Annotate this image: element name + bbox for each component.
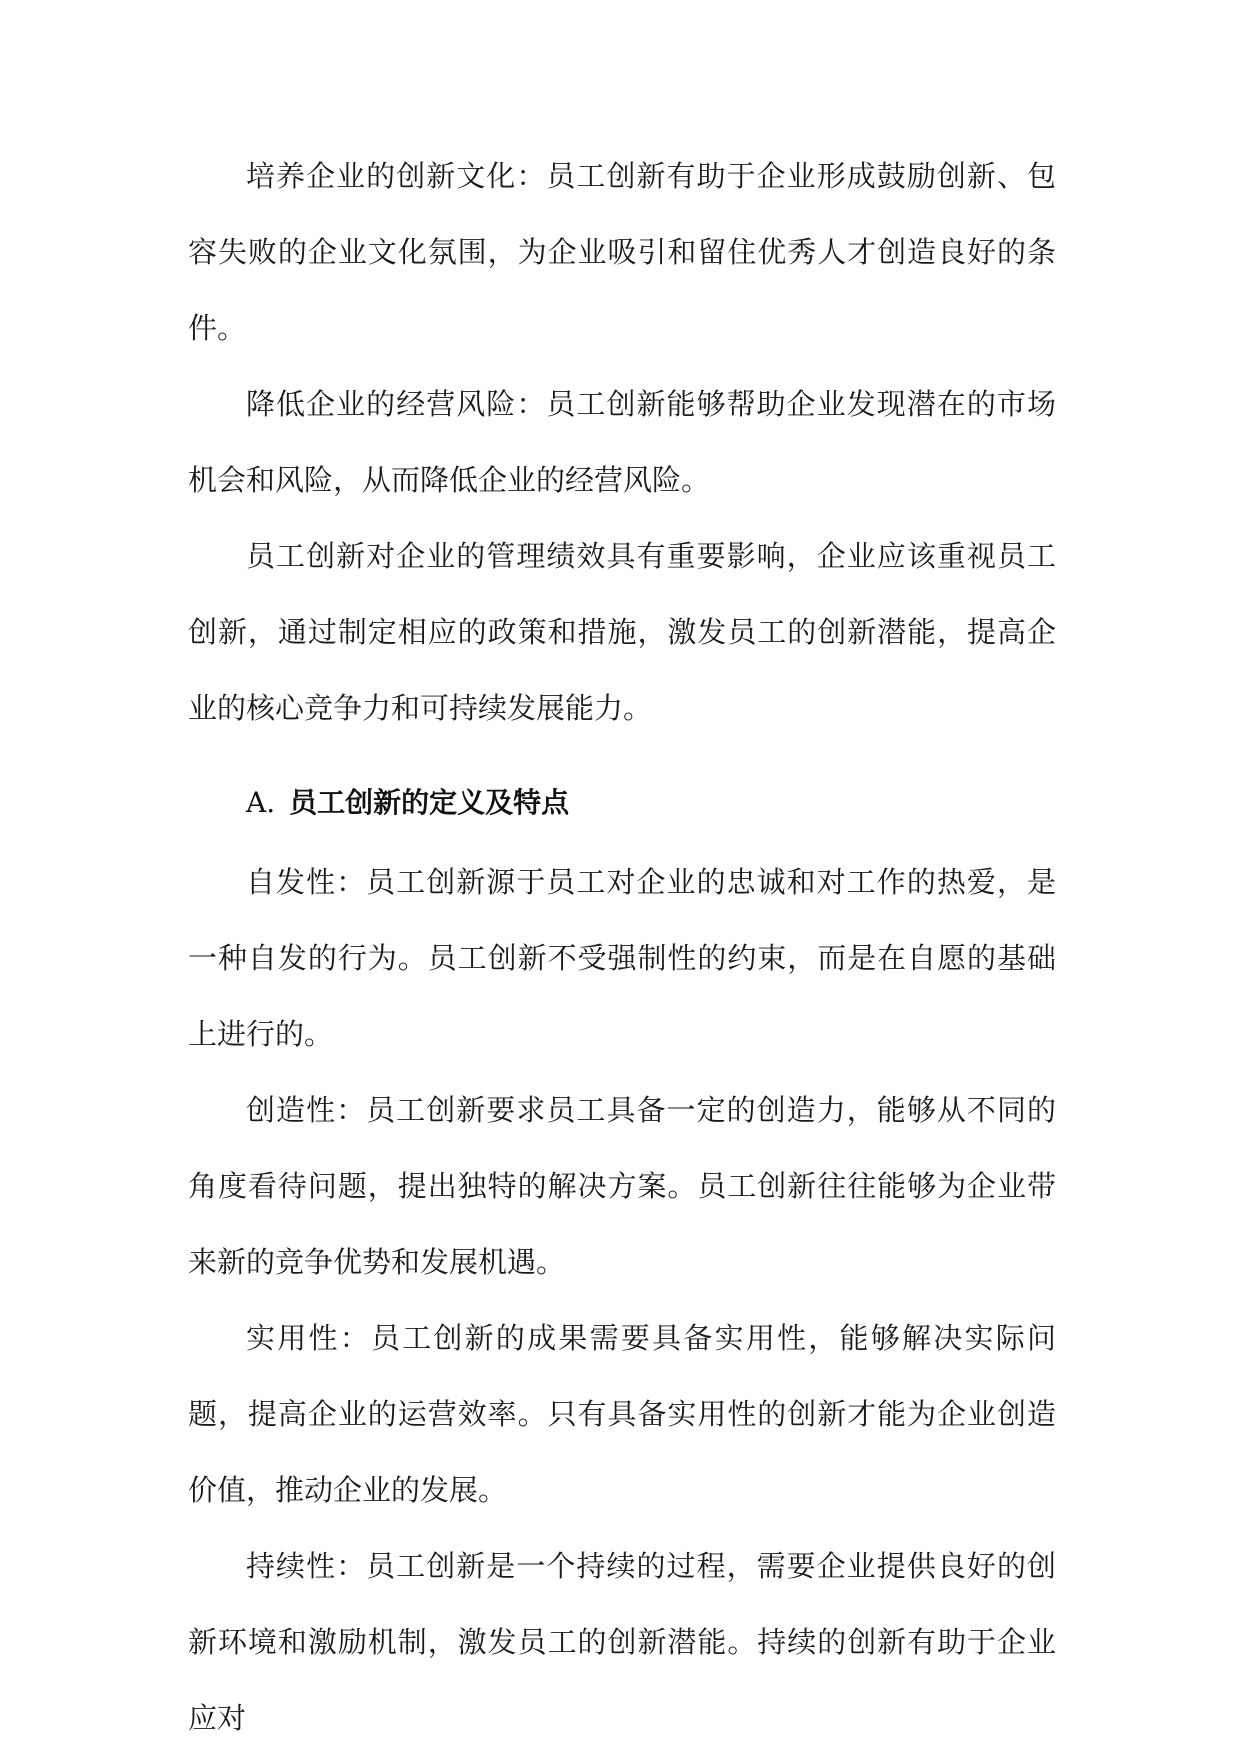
paragraph-reduce-risk: 降低企业的经营风险：员工创新能够帮助企业发现潜在的市场机会和风险，从而降低企业的经营风险。 (188, 387, 1056, 497)
paragraph-innovation-culture: 培养企业的创新文化：员工创新有助于企业形成鼓励创新、包容失败的企业文化氛围，为企业吸引和留住优秀人才创造良好的条件。 (188, 159, 1056, 345)
paragraph-sustainability: 持续性：员工创新是一个持续的过程，需要企业提供良好的创新环境和激励机制，激发员工的创新潜能。持续的创新有助于企业应对 (188, 1549, 1056, 1735)
document-body (188, 138, 1056, 1756)
paragraph-spontaneity: 自发性：员工创新源于员工对企业的忠诚和对工作的热爱，是一种自发的行为。员工创新不受强制性的约束，而是在自愿的基础上进行的。 (188, 865, 1056, 1051)
section-heading-title: 员工创新的定义及特点 (289, 786, 570, 819)
paragraph-summary: 员工创新对企业的管理绩效具有重要影响，企业应该重视员工创新，通过制定相应的政策和措施，激发员工的创新潜能，提高企业的核心竞争力和可持续发展能力。 (188, 539, 1056, 725)
section-heading (188, 762, 1056, 844)
section-heading-label: A. (246, 786, 276, 819)
paragraph-practicality: 实用性：员工创新的成果需要具备实用性，能够解决实际问题，提高企业的运营效率。只有具备实用性的创新才能为企业创造价值，推动企业的发展。 (188, 1321, 1056, 1507)
paragraph-creativity: 创造性：员工创新要求员工具备一定的创造力，能够从不同的角度看待问题，提出独特的解决方案。员工创新往往能够为企业带来新的竞争优势和发展机遇。 (188, 1093, 1056, 1279)
